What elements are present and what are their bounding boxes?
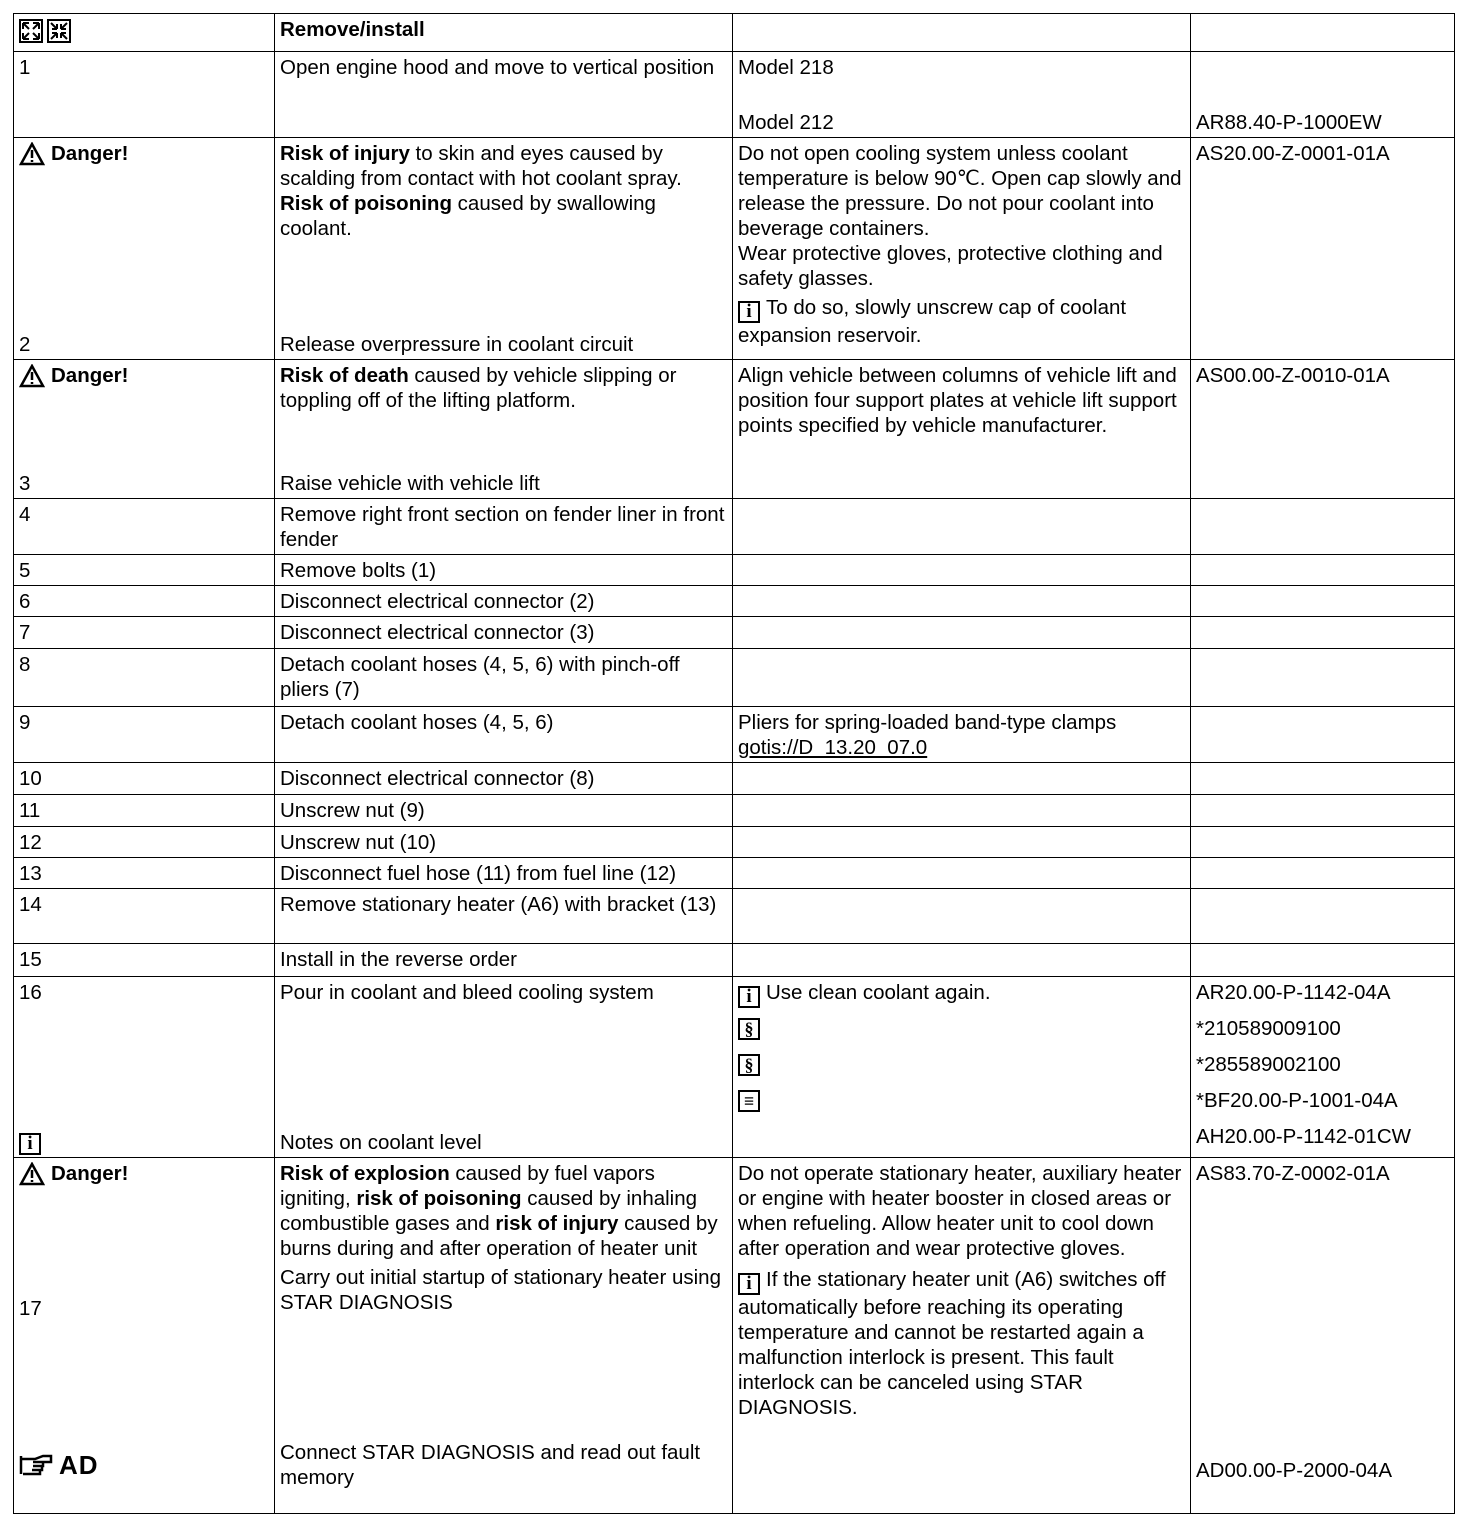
step-text: Unscrew nut (9) (275, 795, 733, 827)
reference-link[interactable]: AR20.00-P-1142-04A (1196, 981, 1391, 1004)
risk-text: Risk of death caused by vehicle slipping or toppling off of the lifting platform. (280, 364, 677, 412)
view-controls (14, 14, 275, 52)
step-row: 5 Remove bolts (1) (14, 555, 1455, 586)
step-row: 7 Disconnect electrical connector (3) (14, 617, 1455, 649)
step-row: 4 Remove right front section on fender liner in front fender (14, 499, 1455, 555)
danger-row (14, 1158, 1455, 1514)
danger-row (14, 138, 1455, 360)
tool-reference[interactable]: *285589002100 (1196, 1053, 1341, 1076)
info-icon: i (738, 1273, 760, 1295)
section-title: Remove/install (275, 14, 733, 52)
header-row (14, 14, 1455, 52)
reference-link[interactable]: AD00.00-P-2000-04A (1196, 1459, 1393, 1482)
warning-triangle-icon (19, 364, 45, 388)
reference-link[interactable]: AS83.70-Z-0002-01A (1196, 1162, 1390, 1185)
ref-cell (1191, 52, 1455, 138)
step-text: Carry out initial startup of stationary heater using STAR DIAGNOSIS (280, 1266, 721, 1314)
fluid-reference[interactable]: *BF20.00-P-1001-04A (1196, 1089, 1398, 1112)
step-text: Release overpressure in coolant circuit (280, 333, 634, 356)
step-row: 12 Unscrew nut (10) (14, 827, 1455, 858)
step-text: Disconnect electrical connector (2) (275, 586, 733, 617)
info-note: i Use clean coolant again. (738, 980, 1185, 1016)
model-218: Model 218 (738, 56, 834, 79)
step-number: 17 (19, 1296, 42, 1320)
reference-link[interactable]: AS20.00-Z-0001-01A (1191, 138, 1455, 360)
special-tool-icon: § (738, 1018, 760, 1040)
step-text: Remove stationary heater (A6) with bracket (13) (275, 889, 733, 944)
step-row: 15 Install in the reverse order (14, 944, 1455, 977)
step-row: 9 Detach coolant hoses (4, 5, 6) Pliers for spring-loaded band-type clamps gotis://D_13.20_07.0 (14, 707, 1455, 763)
tool-link[interactable]: gotis://D_13.20_07.0 (738, 736, 928, 759)
step-number: 3 (19, 472, 31, 495)
step-text: Disconnect electrical connector (8) (275, 763, 733, 795)
model-cell (733, 52, 1191, 138)
measure-text: Wear protective gloves, protective clothing and safety glasses. (738, 242, 1163, 290)
danger-label: Danger! (19, 141, 269, 166)
risk-text: Risk of injury to skin and eyes caused by scalding from contact with hot coolant spray. Risk of poisoning caused by swallowing coolant. (280, 142, 682, 240)
info-note: i If the stationary heater unit (A6) switches off automatically before reaching its operating temperature and cannot be restarted again a malfunction interlock is present. This fault interlock can be canceled using STAR DIAGNOSIS. (738, 1268, 1166, 1419)
step-text: Open engine hood and move to vertical position (275, 52, 733, 138)
measure-text: Do not operate stationary heater, auxiliary heater or engine with heater booster in closed areas or when refueling. Allow heater unit to cool down after operation and wear protective gloves. (738, 1162, 1182, 1260)
step-text: Remove bolts (1) (275, 555, 733, 586)
tool-reference[interactable]: *210589009100 (1196, 1017, 1341, 1040)
step-row: 8 Detach coolant hoses (4, 5, 6) with pinch-off pliers (7) (14, 649, 1455, 707)
step-text: Detach coolant hoses (4, 5, 6) with pinch-off pliers (7) (275, 649, 733, 707)
step-number: 1 (14, 52, 275, 138)
step-text: Detach coolant hoses (4, 5, 6) (275, 707, 733, 763)
warning-triangle-icon (19, 142, 45, 166)
measure-text: Align vehicle between columns of vehicle lift and position four support plates at vehicle lift support points specified by vehicle manufacturer. (733, 360, 1191, 499)
tool-note: Pliers for spring-loaded band-type clamps (738, 711, 1117, 734)
collapse-icon[interactable] (47, 19, 71, 43)
special-tool-icon: § (738, 1054, 760, 1076)
step-text: Raise vehicle with vehicle lift (280, 472, 540, 495)
ad-label: AD (19, 1453, 99, 1478)
step-row: 13 Disconnect fuel hose (11) from fuel line (12) (14, 858, 1455, 889)
ad-text: Connect STAR DIAGNOSIS and read out fault memory (280, 1441, 701, 1489)
warning-triangle-icon (19, 1162, 45, 1186)
step-row: 10 Disconnect electrical connector (8) (14, 763, 1455, 795)
info-icon: i (738, 301, 760, 323)
step-text: Disconnect fuel hose (11) from fuel line (12) (275, 858, 733, 889)
step-text: Disconnect electrical connector (3) (275, 617, 733, 649)
info-icon: i (19, 1133, 41, 1155)
step-text: Pour in coolant and bleed cooling system (280, 981, 654, 1004)
info-note: i To do so, slowly unscrew cap of coolant expansion reservoir. (738, 296, 1127, 347)
reference-link[interactable]: AH20.00-P-1142-01CW (1196, 1125, 1411, 1148)
procedure-table (13, 13, 1455, 1514)
notes-text: Notes on coolant level (280, 1131, 482, 1154)
pointing-hand-icon (19, 1453, 55, 1477)
expand-icon[interactable] (19, 19, 43, 43)
step-row: 11 Unscrew nut (9) (14, 795, 1455, 827)
step-row: 14 Remove stationary heater (A6) with bracket (13) (14, 889, 1455, 944)
reference-link[interactable]: AS00.00-Z-0010-01A (1191, 360, 1455, 499)
step-row: 6 Disconnect electrical connector (2) (14, 586, 1455, 617)
step-row (14, 52, 1455, 138)
info-icon: i (738, 986, 760, 1008)
step-row (14, 977, 1455, 1158)
measure-text: Do not open cooling system unless coolant temperature is below 90℃. Open cap slowly and release the pressure. Do not pour coolant into beverage containers. (738, 142, 1182, 240)
model-212: Model 212 (738, 111, 834, 134)
step-number: 2 (19, 333, 31, 356)
danger-row (14, 360, 1455, 499)
risk-text: Risk of explosion caused by fuel vapors igniting, risk of poisoning caused by inhaling combustible gases and risk of injury caused by burns during and after operation of heater unit (280, 1162, 718, 1260)
reference-link[interactable]: AR88.40-P-1000EW (1196, 111, 1382, 134)
step-text: Unscrew nut (10) (275, 827, 733, 858)
danger-label: Danger! (19, 1161, 128, 1186)
step-text: Install in the reverse order (275, 944, 733, 977)
step-text: Remove right front section on fender liner in front fender (275, 499, 733, 555)
step-number: 16 (19, 981, 42, 1004)
operating-fluid-icon: ≡ (738, 1090, 760, 1112)
danger-label: Danger! (19, 363, 269, 388)
